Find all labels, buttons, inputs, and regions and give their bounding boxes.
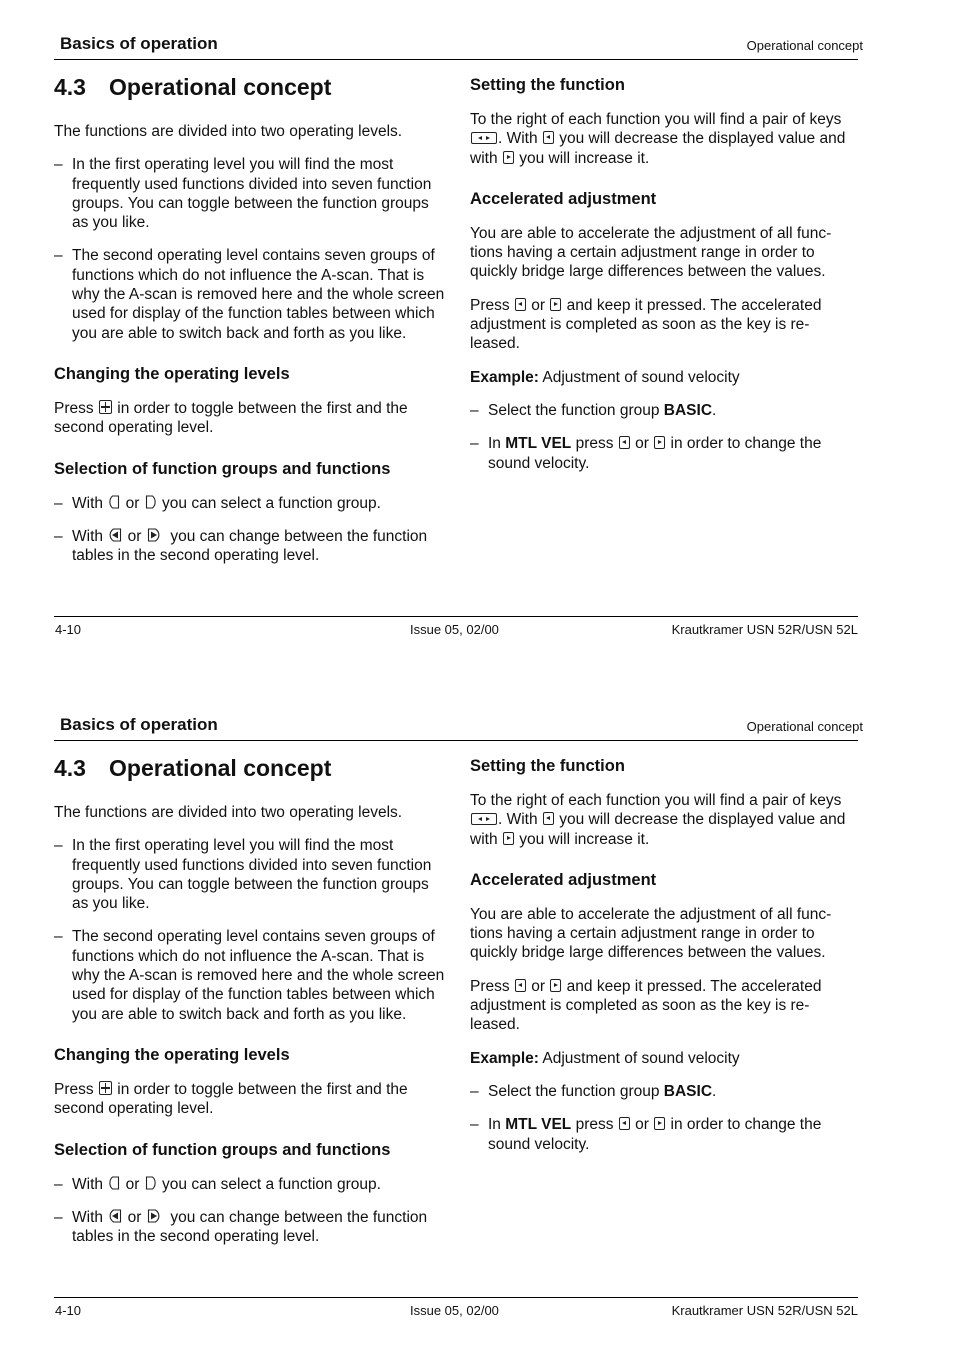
filled-left-arrow-key-icon <box>108 528 122 542</box>
rounded-left-key-icon <box>108 495 120 509</box>
filled-left-arrow-key-icon <box>108 1209 122 1223</box>
rounded-left-key-icon <box>108 1176 120 1190</box>
text-fragment: or <box>125 1175 140 1193</box>
text-fragment: or <box>531 296 546 314</box>
example-paragraph <box>470 368 862 387</box>
text-fragment: you can select a function group. <box>162 494 381 512</box>
manual-page-1 <box>0 0 954 640</box>
text-fragment: press <box>575 435 614 453</box>
text-fragment: . <box>712 1082 717 1100</box>
text-fragment: you will decrease the displayed value and with <box>470 811 846 848</box>
list-item <box>470 1082 862 1101</box>
text-fragment: in order to toggle between the first and the second operating level. <box>54 399 408 437</box>
intro-paragraph: The functions are divided into two operating levels. <box>54 804 403 821</box>
text-fragment: Press <box>470 296 510 314</box>
example-label: Example: <box>470 368 539 386</box>
section-heading <box>54 72 446 102</box>
text-fragment: With <box>72 494 103 512</box>
section-number: 4.3 <box>54 755 86 781</box>
right-key-icon <box>550 298 561 311</box>
section-heading <box>54 753 446 783</box>
intro-paragraph: The functions are divided into two operating levels. <box>54 123 403 140</box>
text-fragment: you can select a function group. <box>162 1175 381 1193</box>
list-item <box>54 494 446 513</box>
text-fragment: In <box>488 435 501 453</box>
list-item <box>470 434 862 473</box>
setting-paragraph <box>470 110 862 168</box>
section-title: Operational concept <box>109 755 332 781</box>
filled-right-arrow-key-icon <box>147 528 161 542</box>
text-fragment: press <box>575 1116 614 1134</box>
text-fragment: you can change between the function tables in the second operating level. <box>72 527 428 565</box>
subheading-setting-function: Setting the function <box>470 76 625 94</box>
text-fragment: In <box>488 1116 501 1134</box>
left-key-icon <box>619 436 630 449</box>
function-name: MTL VEL <box>505 435 572 453</box>
text-fragment: Press <box>54 399 94 417</box>
text-fragment: To the right of each function you will find a pair of keys <box>470 111 842 128</box>
right-key-icon <box>503 151 514 164</box>
subheading-setting-function: Setting the function <box>470 757 625 775</box>
text-fragment: With <box>72 1208 103 1226</box>
running-header-section: Operational concept <box>746 38 863 53</box>
footer-rule <box>54 1297 858 1298</box>
text-fragment: and keep it pressed. The accelerated adjustment is completed as soon as the key is re- leased. <box>470 977 822 1034</box>
left-key-icon <box>515 979 526 992</box>
issue-date: Issue 05, 02/00 <box>410 622 499 637</box>
subheading-accelerated: Accelerated adjustment <box>470 870 657 889</box>
text-fragment: you will increase it. <box>519 149 650 167</box>
left-right-key-pair-icon <box>471 132 497 144</box>
plus-key-icon <box>99 1081 112 1095</box>
text-fragment: in order to toggle between the first and the second operating level. <box>54 1080 408 1118</box>
text-fragment: or <box>127 1208 142 1226</box>
list-item <box>54 527 446 566</box>
subheading-accelerated: Accelerated adjustment <box>470 189 657 208</box>
left-key-icon <box>515 298 526 311</box>
left-key-icon <box>543 131 554 144</box>
issue-date: Issue 05, 02/00 <box>410 1303 499 1318</box>
running-header-title: Basics of operation <box>60 715 218 734</box>
running-header-title: Basics of operation <box>60 34 218 53</box>
text-fragment: . With <box>498 130 538 148</box>
right-key-icon <box>503 832 514 845</box>
example-label: Example: <box>470 1049 539 1067</box>
text-fragment: or <box>635 1116 649 1134</box>
function-name: MTL VEL <box>505 1116 572 1134</box>
left-column <box>54 72 446 579</box>
press-paragraph <box>470 977 862 1035</box>
text-fragment: . With <box>498 811 538 829</box>
function-group-name: BASIC <box>663 401 713 419</box>
subheading-operating-levels: Changing the operating levels <box>54 1045 290 1064</box>
text-fragment: With <box>72 527 103 545</box>
left-right-key-pair-icon <box>471 813 497 825</box>
list-item <box>54 1175 446 1194</box>
list-item: – The second operating level contains seven groups of functions which do not influence the A-scan. That is why the A-scan is removed here and the whole screen used for display of the function tables between which you are able to switch back and forth as you like. <box>54 246 446 342</box>
text-fragment: or <box>127 527 142 545</box>
rounded-right-key-icon <box>145 495 157 509</box>
text-fragment: or <box>635 435 649 453</box>
setting-paragraph <box>470 791 862 849</box>
text-fragment: Select the function group <box>488 401 660 419</box>
text-fragment: or <box>531 977 546 995</box>
left-column <box>54 753 446 1260</box>
subheading-function-groups: Selection of function groups and functions <box>54 459 391 478</box>
right-column <box>470 72 862 487</box>
list-item: – In the first operating level you will find the most frequently used functions divided into seven function groups. You can toggle between the function groups as you like. <box>54 836 446 913</box>
press-paragraph <box>470 296 862 354</box>
text-fragment: in order to change the sound velocity. <box>488 1116 822 1153</box>
text-fragment: or <box>125 494 140 512</box>
right-column <box>470 753 862 1168</box>
footer-rule <box>54 616 858 617</box>
list-item: – The second operating level contains seven groups of functions which do not influence the A-scan. That is why the A-scan is removed here and the whole screen used for display of the function tables between which you are able to switch back and forth as you like. <box>54 927 446 1023</box>
text-fragment: you will decrease the displayed value and with <box>470 130 846 167</box>
right-key-icon <box>654 436 665 449</box>
list-item: – In the first operating level you will find the most frequently used functions divided into seven function groups. You can toggle between the function groups as you like. <box>54 155 446 232</box>
subheading-operating-levels: Changing the operating levels <box>54 364 290 383</box>
header-rule <box>54 740 858 741</box>
manual-page-2 <box>0 681 954 1321</box>
left-key-icon <box>543 812 554 825</box>
left-key-icon <box>619 1117 630 1130</box>
text-fragment: and keep it pressed. The accelerated adjustment is completed as soon as the key is re- leased. <box>470 296 822 353</box>
product-name: Krautkramer USN 52R/USN 52L <box>671 622 858 637</box>
list-item <box>54 1208 446 1247</box>
text-fragment: Select the function group <box>488 1082 660 1100</box>
header-rule <box>54 59 858 60</box>
product-name: Krautkramer USN 52R/USN 52L <box>671 1303 858 1318</box>
function-group-name: BASIC <box>663 1082 713 1100</box>
list-item <box>470 1115 862 1154</box>
text-fragment: in order to change the sound velocity. <box>488 435 822 472</box>
text-fragment: Adjustment of sound velocity <box>542 1049 740 1067</box>
operating-levels-paragraph <box>54 1080 446 1119</box>
accelerated-paragraph: You are able to accelerate the adjustment of all func- tions having a certain adjustment range in order to quickly bridge large differences between the values. <box>470 905 832 962</box>
subheading-function-groups: Selection of function groups and functions <box>54 1140 391 1159</box>
page-number: 4-10 <box>55 622 82 637</box>
right-key-icon <box>550 979 561 992</box>
plus-key-icon <box>99 400 112 414</box>
text-fragment: Press <box>470 977 510 995</box>
text-fragment: you will increase it. <box>519 830 650 848</box>
right-key-icon <box>654 1117 665 1130</box>
text-fragment: . <box>712 401 717 419</box>
text-fragment: To the right of each function you will find a pair of keys <box>470 792 842 809</box>
section-title: Operational concept <box>109 74 332 100</box>
operating-levels-paragraph <box>54 399 446 438</box>
text-fragment: With <box>72 1175 103 1193</box>
accelerated-paragraph: You are able to accelerate the adjustment of all func- tions having a certain adjustment range in order to quickly bridge large differences between the values. <box>470 224 832 281</box>
filled-right-arrow-key-icon <box>147 1209 161 1223</box>
text-fragment: Press <box>54 1080 94 1098</box>
text-fragment: you can change between the function tables in the second operating level. <box>72 1208 428 1246</box>
list-item <box>470 401 862 420</box>
rounded-right-key-icon <box>145 1176 157 1190</box>
page-number: 4-10 <box>55 1303 82 1318</box>
section-number: 4.3 <box>54 74 86 100</box>
text-fragment: Adjustment of sound velocity <box>542 368 740 386</box>
example-paragraph <box>470 1049 862 1068</box>
running-header-section: Operational concept <box>746 719 863 734</box>
